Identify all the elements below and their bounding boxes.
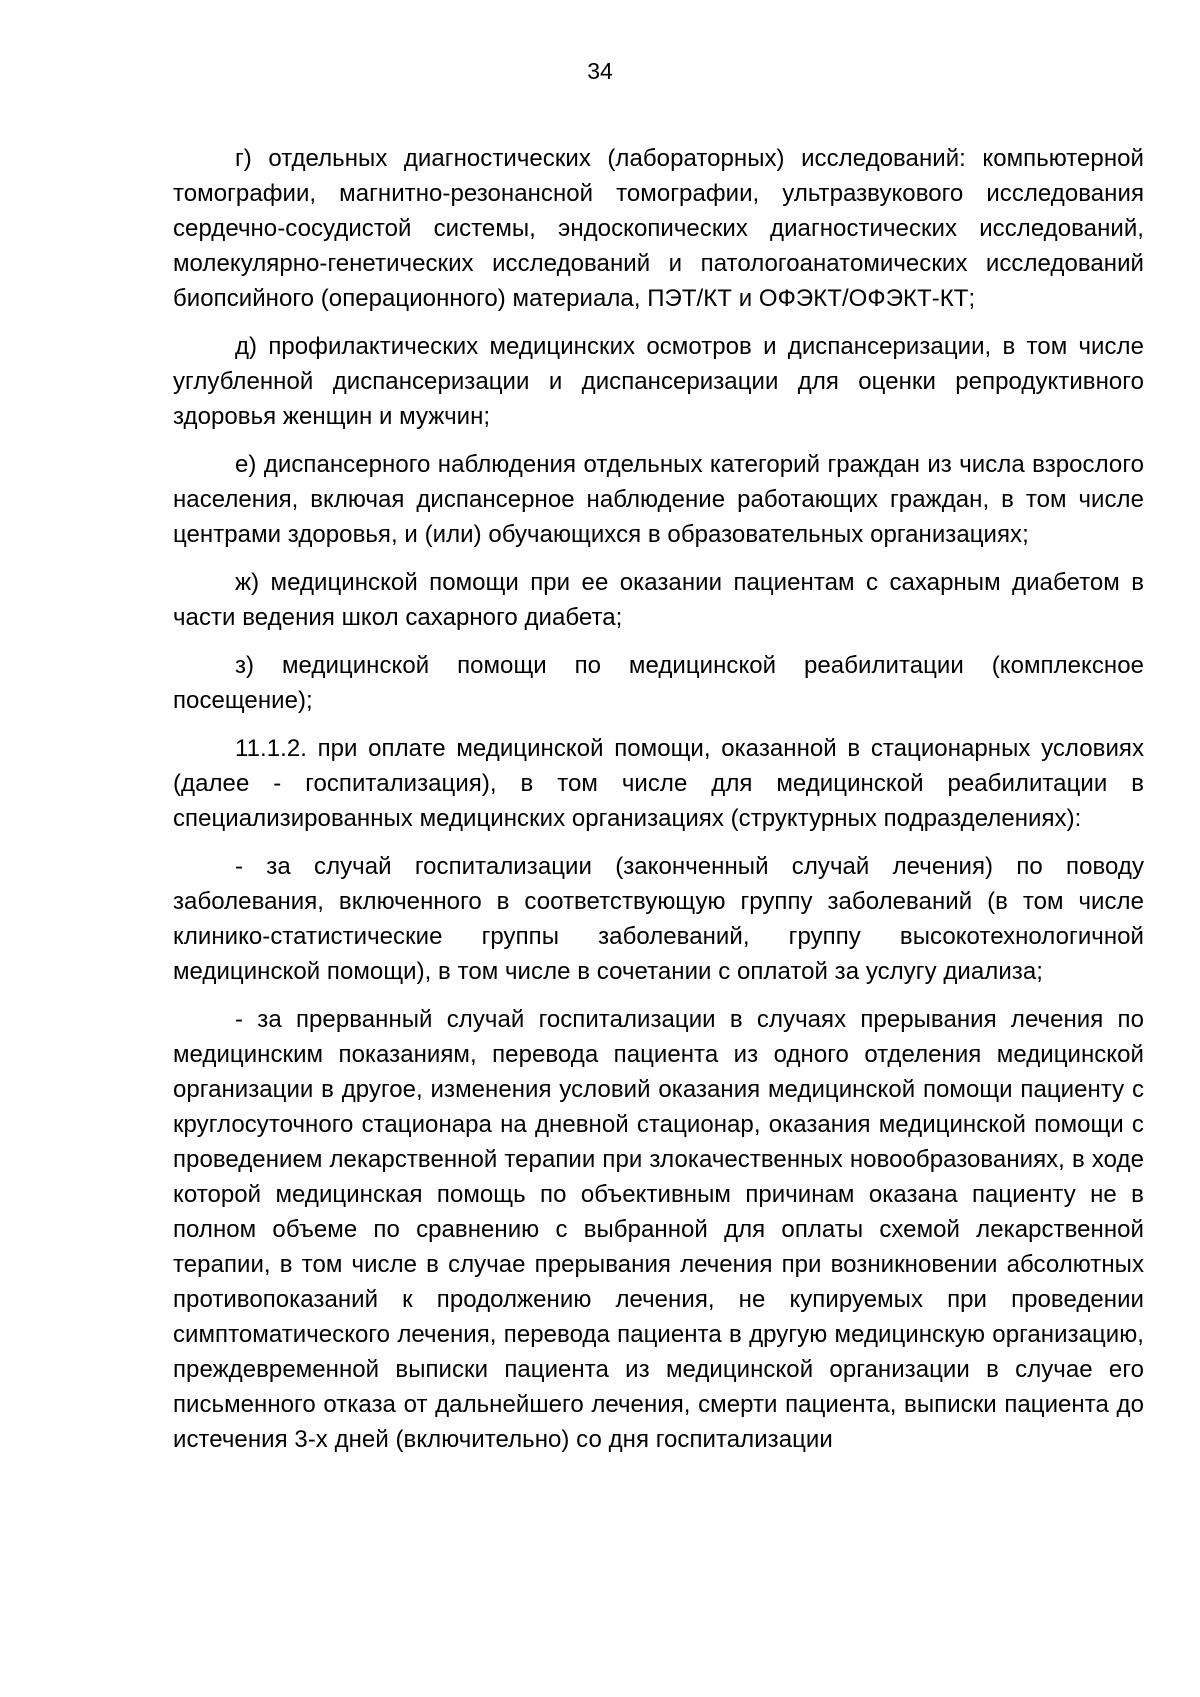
page-number: 34	[587, 58, 613, 84]
paragraph-bullet-completed-case: - за случай госпитализации (законченный случай лечения) по поводу заболевания, включенного в соответствующую группу заболеваний (в том числе клинико-статистические группы заболеваний, группу высокотехнологичной медицинской помощи), в том числе в сочетании с оплатой за услугу диализа;	[173, 853, 1144, 985]
paragraph-item-e: е) диспансерного наблюдения отдельных категорий граждан из числа взрослого населения, включая диспансерное наблюдение работающих граждан, в том числе центрами здоровья, и (или) обучающихся в образовательных организациях;	[173, 451, 1144, 548]
paragraph-item-z: з) медицинской помощи по медицинской реабилитации (комплексное посещение);	[173, 652, 1144, 714]
paragraph-bullet-interrupted-case: - за прерванный случай госпитализации в случаях прерывания лечения по медицинским показаниям, перевода пациента из одного отделения медицинской организации в другое, изменения условий оказания медицинской помощи пациенту с круглосуточного стационара на дневной стационар, оказания медицинской помощи с проведением лекарственной терапии при злокачественных новообразованиях, в ходе которой медицинская помощь по объективным причинам оказана пациенту не в полном объеме по сравнению с выбранной для оплаты схемой лекарственной терапии, в том числе в случае прерывания лечения при возникновении абсолютных противопоказаний к продолжению лечения, не купируемых при проведении симптоматического лечения, перевода пациента в другую медицинскую организацию, преждевременной выписки пациента из медицинской организации в случае его письменного отказа от дальнейшего лечения, смерти пациента, выписки пациента до истечения 3-х дней (включительно) со дня госпитализации	[173, 1006, 1144, 1453]
paragraph-item-d: д) профилактических медицинских осмотров и диспансеризации, в том числе углубленной диспансеризации и диспансеризации для оценки репродуктивного здоровья женщин и мужчин;	[173, 333, 1144, 430]
paragraph-section-11-1-2: 11.1.2. при оплате медицинской помощи, оказанной в стационарных условиях (далее - госпитализация), в том числе для медицинской реабилитации в специализированных медицинских организациях (структурных подразделениях):	[173, 735, 1144, 832]
document-body	[173, 141, 1144, 1457]
paragraph-item-zh: ж) медицинской помощи при ее оказании пациентам с сахарным диабетом в части ведения школ сахарного диабета;	[173, 569, 1144, 631]
paragraph-item-g: г) отдельных диагностических (лабораторных) исследований: компьютерной томографии, магнитно-резонансной томографии, ультразвукового исследования сердечно-сосудистой системы, эндоскопических диагностических исследований, молекулярно-генетических исследований и патологоанатомических исследований биопсийного (операционного) материала, ПЭТ/КТ и ОФЭКТ/ОФЭКТ-КТ;	[173, 145, 1144, 312]
